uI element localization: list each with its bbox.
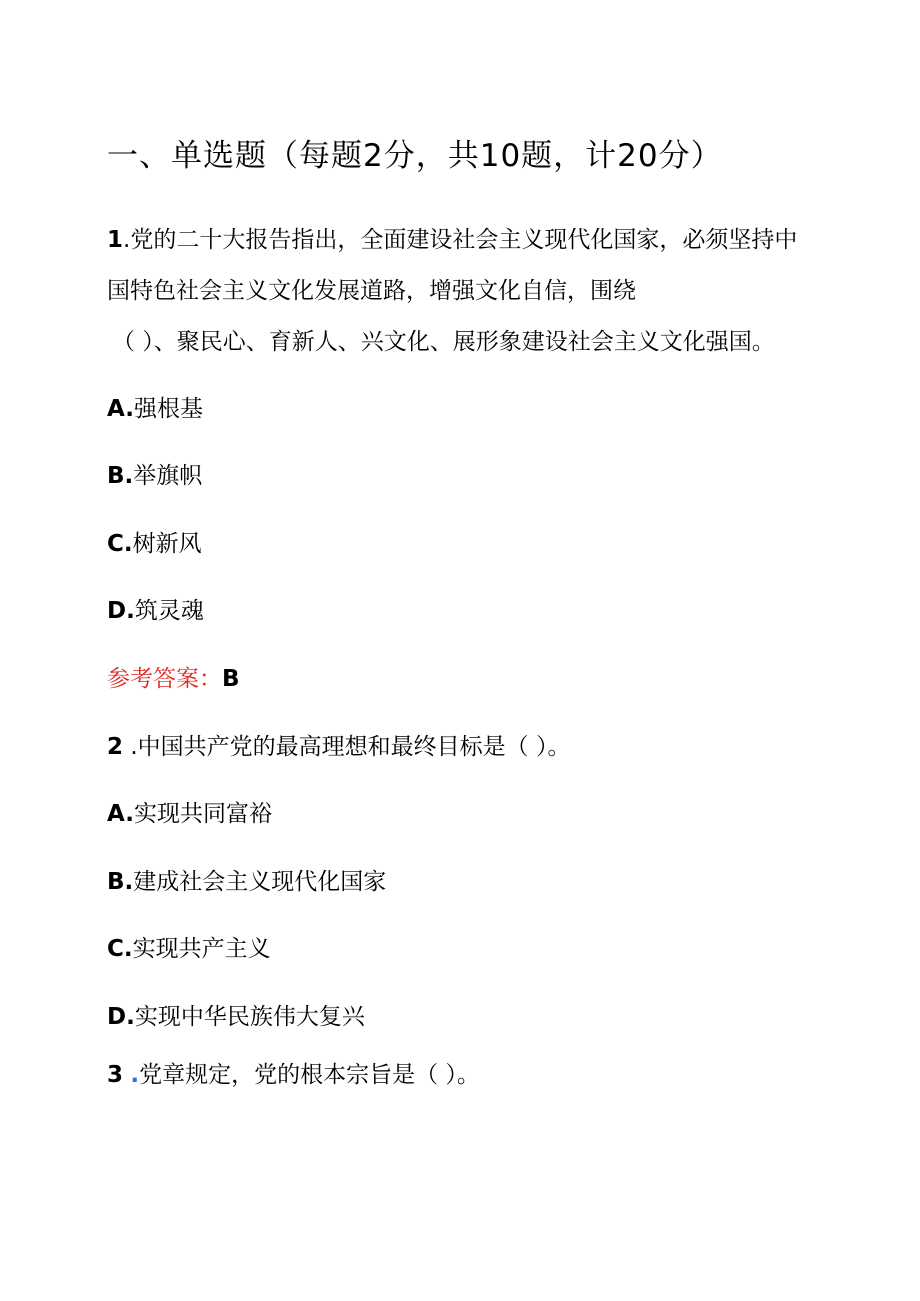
option-letter: D. [107,598,135,624]
question-1-option-b [107,461,202,491]
question-1-line-1 [107,225,797,255]
option-letter: A. [107,396,134,422]
option-text: 筑灵魂 [134,598,204,624]
question-1-option-a [107,394,203,424]
answer-value: B [222,666,240,692]
question-1-text-line-2: 国特色社会主义文化发展道路，增强文化自信，围绕 [107,278,636,304]
section-title: 一、单选题（每题2分，共10题，计20分） [107,138,723,174]
question-3-line-1 [107,1060,480,1090]
option-letter: C. [107,531,133,557]
question-2-option-c [107,934,271,964]
question-3-number: 3 [107,1062,124,1088]
question-2-option-d [107,1002,365,1032]
question-1-answer [107,664,240,694]
option-text: 举旗帜 [133,463,203,489]
option-letter: C. [107,936,133,962]
option-letter: B. [107,463,134,489]
question-2-text-line-1: .中国共产党的最高理想和最终目标是（ ）。 [123,734,571,760]
question-3-text-line-1: 党章规定，党的根本宗旨是（ ）。 [139,1062,480,1088]
option-text: 实现共产主义 [132,936,271,962]
option-letter: D. [107,1004,135,1030]
option-text: 实现中华民族伟大复兴 [134,1004,365,1030]
option-text: 建成社会主义现代化国家 [133,869,387,895]
question-1-number: 1 [107,227,124,253]
question-1-option-c [107,529,202,559]
option-text: 强根基 [133,396,203,422]
question-2-number: 2 [107,734,124,760]
question-2-option-b [107,867,386,897]
option-letter: B. [107,869,134,895]
answer-label: 参考答案： [107,666,222,692]
question-2-line-1 [107,732,570,762]
option-text: 树新风 [132,531,202,557]
option-letter: A. [107,801,134,827]
question-1-text-line-3: （ ）、聚民心、育新人、兴文化、展形象建设社会主义文化强国。 [112,329,775,355]
question-1-option-d [107,596,204,626]
question-2-option-a [107,799,272,829]
question-1-text-line-1: .党的二十大报告指出，全面建设社会主义现代化国家，必须坚持中 [123,227,798,253]
question-3-dot: . [130,1062,140,1088]
option-text: 实现共同富裕 [133,801,272,827]
